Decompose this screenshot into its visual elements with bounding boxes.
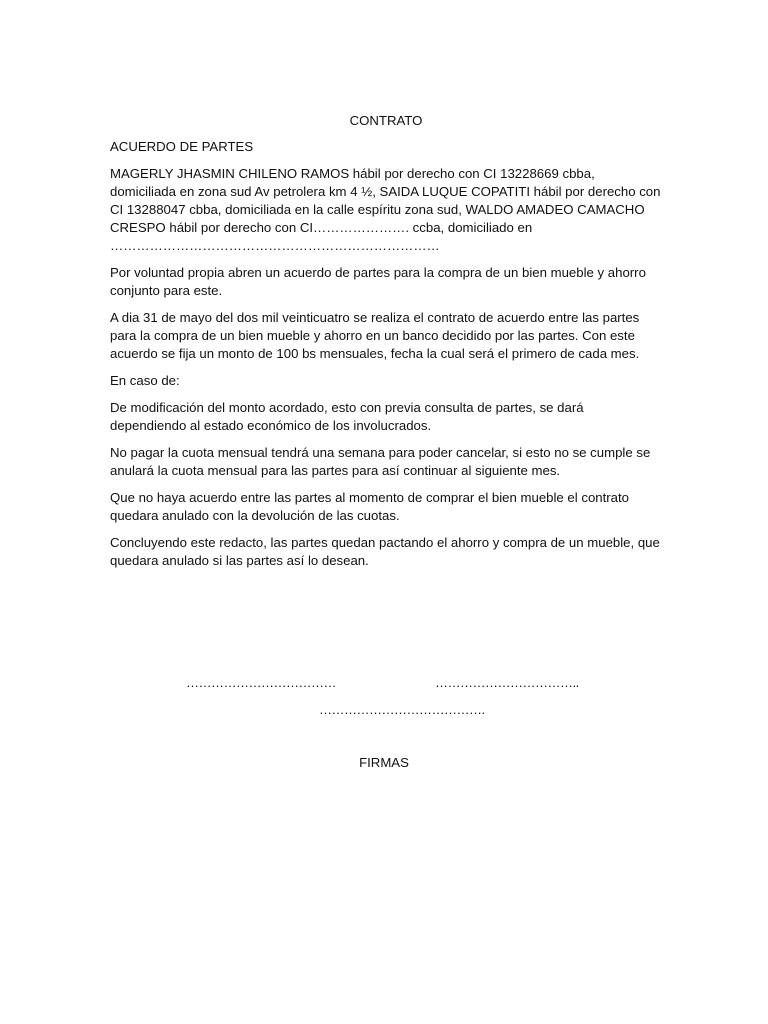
case-non-payment: No pagar la cuota mensual tendrá una semana para poder cancelar, si esto no se cumple se anulará la cuota mensual para las partes para así continuar al siguiente mes. bbox=[110, 445, 651, 478]
parties-paragraph: MAGERLY JHASMIN CHILENO RAMOS hábil por derecho con CI 13228669 cbba, domiciliada en zona sud Av petrolera km 4 ½, SAIDA LUQUE COPATITI hábil por derecho con CI 13288047 cbba, domiciliada en la calle espíritu zona sud, WALDO AMADEO CAMACHO CRESPO hábil por derecho con CI…………………. ccba, domiciliado en ………………………………………………………………… bbox=[110, 166, 661, 253]
case-modification: De modificación del monto acordado, esto con previa consulta de partes, se dará dependiendo al estado económico de los involucrados. bbox=[110, 400, 584, 433]
conclusion-paragraph: Concluyendo este redacto, las partes quedan pactando el ahorro y compra de un mueble, que quedara anulado si las partes así lo desean. bbox=[110, 535, 660, 568]
signature-row-bottom bbox=[0, 701, 768, 719]
signatures-label: FIRMAS bbox=[359, 755, 409, 770]
signature-line: ……………………………… bbox=[186, 675, 336, 690]
signature-line: …………………………….. bbox=[435, 675, 579, 690]
case-no-agreement: Que no haya acuerdo entre las partes al momento de comprar el bien mueble el contrato quedara anulado con la devolución de las cuotas. bbox=[110, 490, 630, 523]
purpose-paragraph: Por voluntad propia abren un acuerdo de partes para la compra de un bien mueble y ahorro conjunto para este. bbox=[110, 265, 646, 298]
signature-row-top bbox=[0, 674, 768, 692]
document-title: CONTRATO bbox=[349, 113, 423, 128]
terms-paragraph: A dia 31 de mayo del dos mil veinticuatro se realiza el contrato de acuerdo entre las partes para la compra de un bien mueble y ahorro en un banco decidido por las partes. Con este acuerdo se fija un monto de 100 bs mensuales, fecha la cual será el primero de cada mes. bbox=[110, 310, 640, 361]
signature-line: …………………………………. bbox=[319, 702, 485, 717]
section-heading: ACUERDO DE PARTES bbox=[110, 139, 254, 154]
cases-heading: En caso de: bbox=[110, 373, 180, 388]
contract-body bbox=[110, 112, 662, 579]
